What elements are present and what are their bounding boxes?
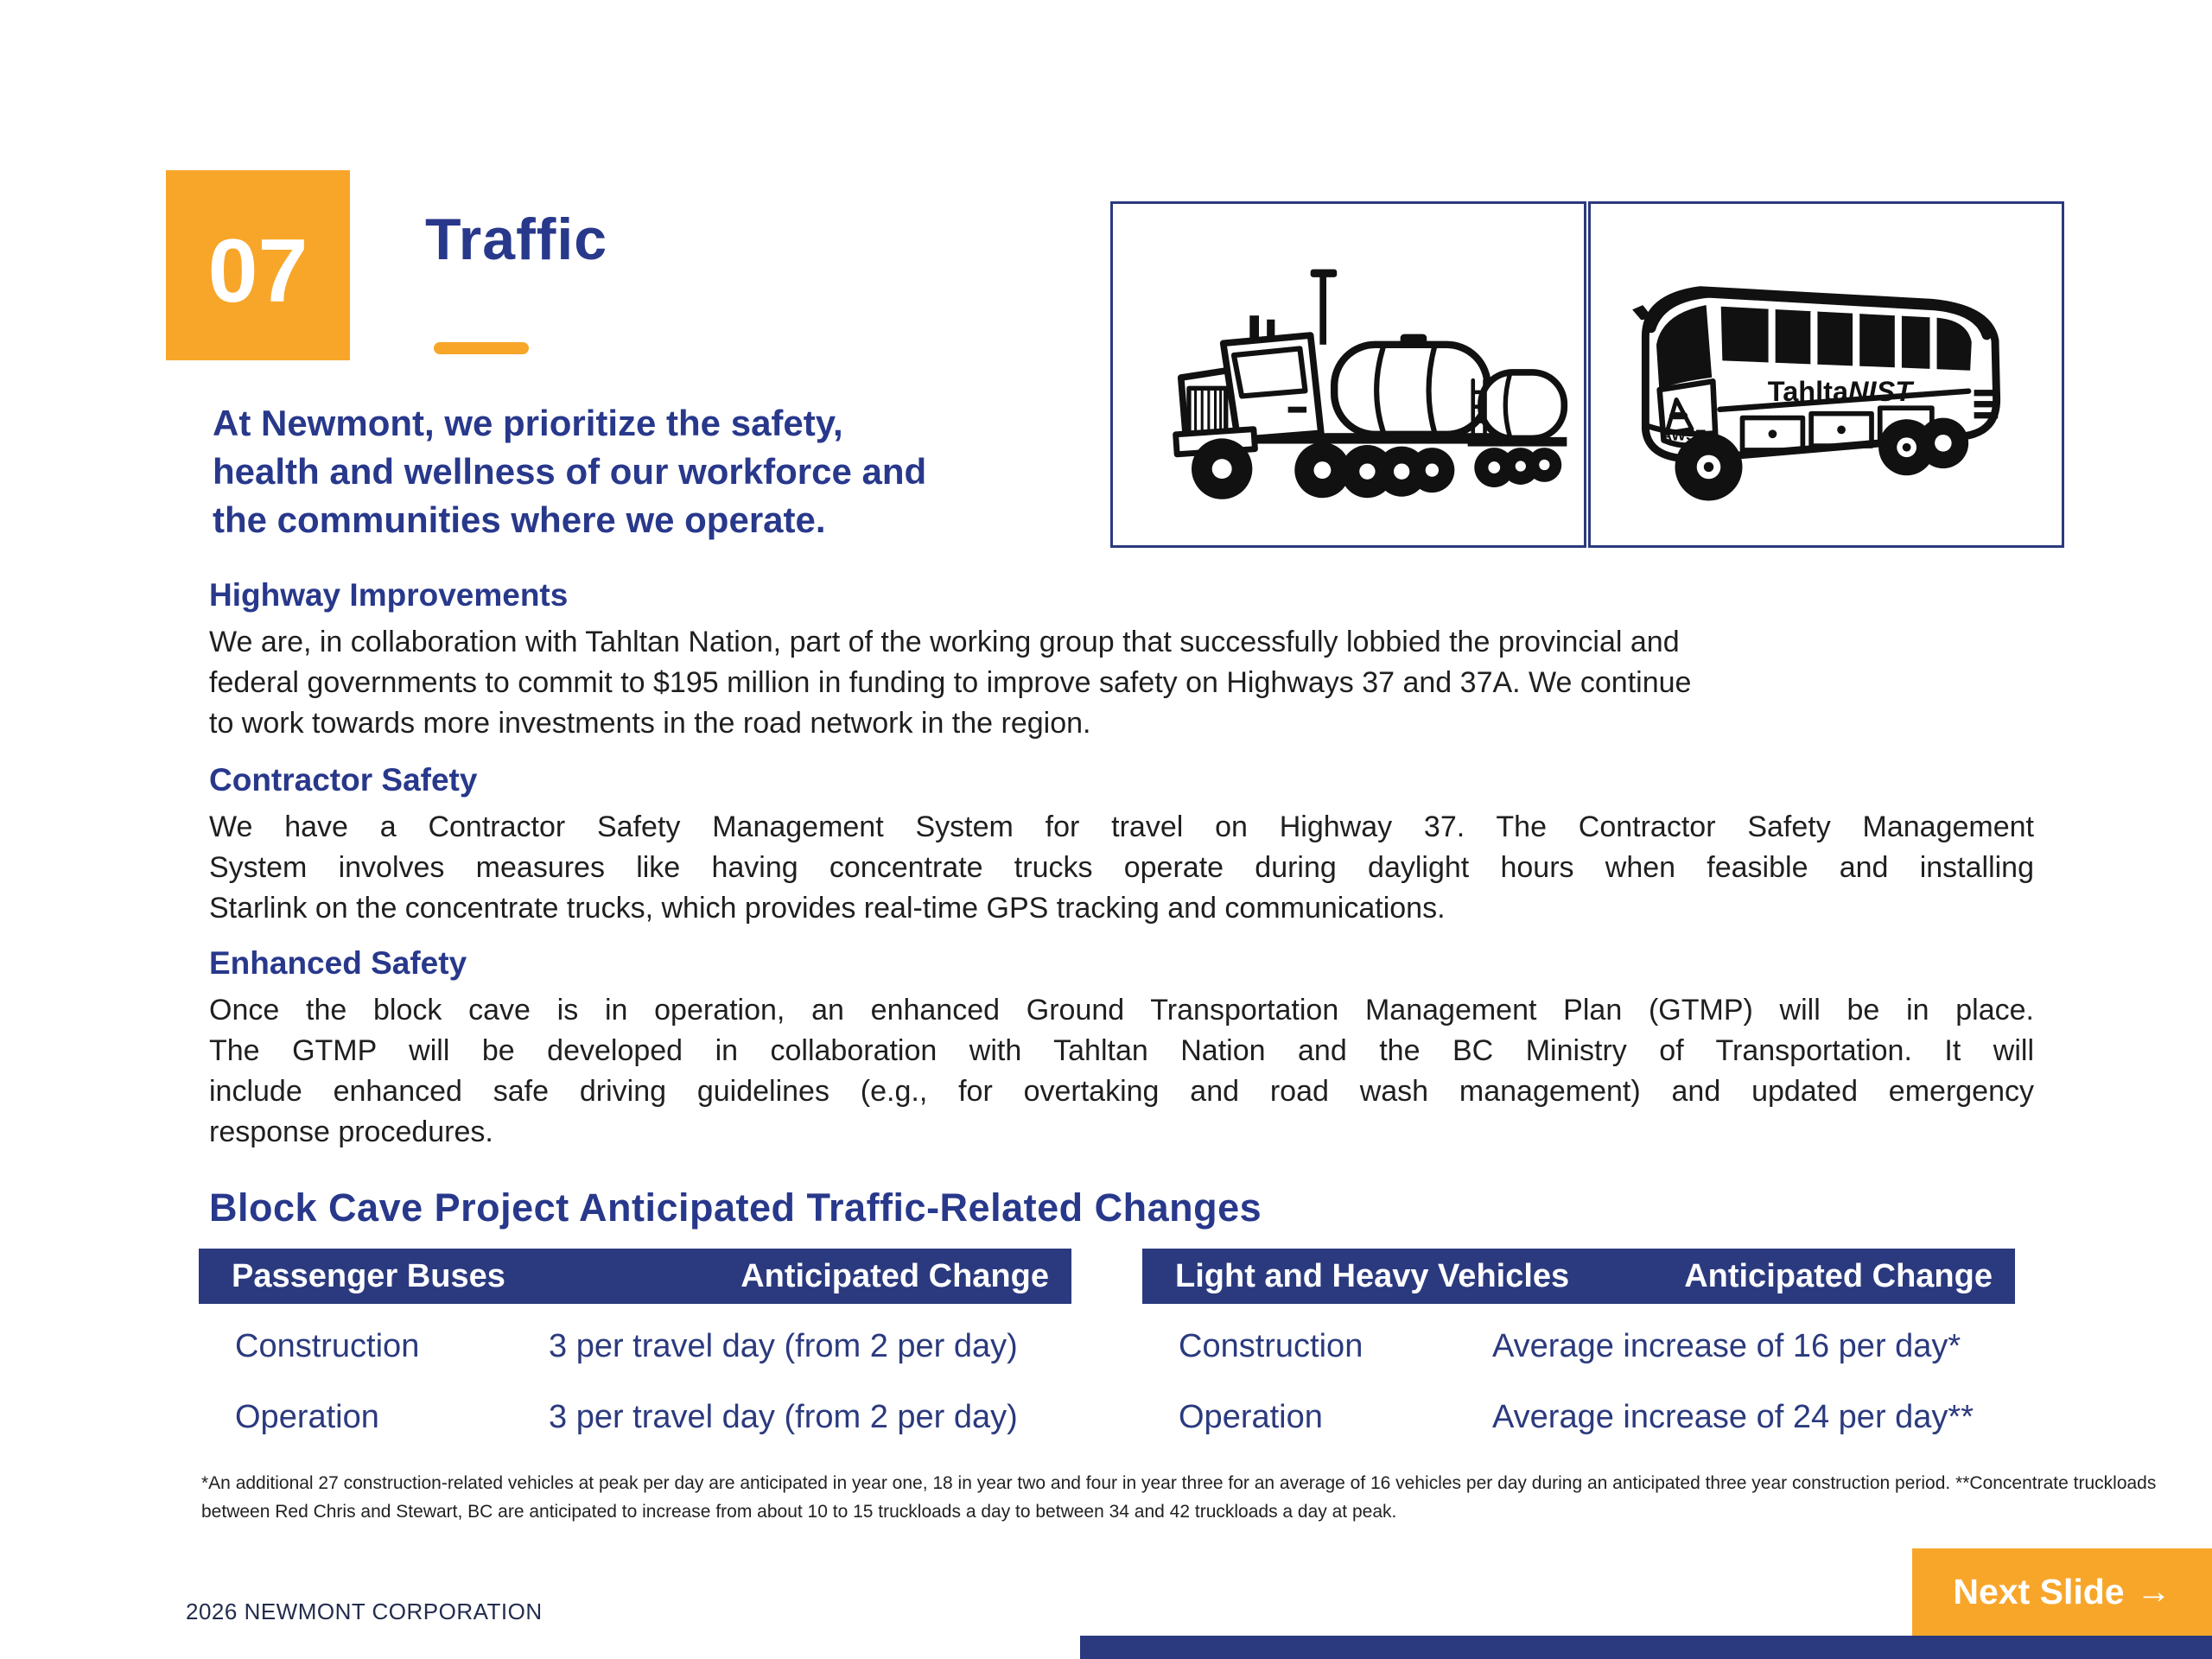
page-title: Traffic xyxy=(425,207,608,272)
tanker-truck-icon xyxy=(1124,228,1573,522)
table-header-col2: Anticipated Change xyxy=(1684,1257,1993,1294)
table-cell-change: 3 per travel day (from 2 per day) xyxy=(549,1327,1018,1364)
intro-line: the communities where we operate. xyxy=(213,499,826,540)
table-header xyxy=(199,1249,1071,1304)
section-body-line: Once the block cave is in operation, an enhanced Ground Transportation Management Plan (GTMP) will be in place. xyxy=(209,994,2034,1027)
section-heading: Highway Improvements xyxy=(209,577,569,613)
section-highway-improvements xyxy=(209,577,2034,744)
next-slide-button[interactable] xyxy=(1912,1548,2212,1636)
table-cell-change: 3 per travel day (from 2 per day) xyxy=(549,1398,1018,1435)
bus-side-label-italic: NIST xyxy=(1847,375,1912,407)
table-cell-phase: Operation xyxy=(1179,1398,1323,1435)
section-body-line: Starlink on the concentrate trucks, which provides real-time GPS tracking and communications. xyxy=(209,892,1446,925)
slide-number-badge xyxy=(166,170,350,360)
section-body-line: The GTMP will be developed in collaboration with Tahltan Nation and the BC Ministry of Transportation. It will xyxy=(209,1034,2034,1067)
table-cell-phase: Construction xyxy=(235,1327,420,1364)
table-header-col1: Passenger Buses xyxy=(232,1257,505,1294)
svg-text:TahltaNIST xyxy=(1767,376,1914,407)
copyright-text: 2026 NEWMONT CORPORATION xyxy=(186,1599,543,1624)
next-slide-label: Next Slide xyxy=(1953,1572,2125,1611)
table-cell-change: Average increase of 16 per day* xyxy=(1492,1327,1961,1364)
section-body-line: We are, in collaboration with Tahltan Nation, part of the working group that successfully lobbied the provincial and xyxy=(209,626,1680,658)
intro-statement xyxy=(213,399,926,544)
section-heading: Contractor Safety xyxy=(209,762,478,798)
light-heavy-vehicles-table xyxy=(1142,1249,2015,1446)
table-row xyxy=(1142,1318,2015,1375)
table-header xyxy=(1142,1249,2015,1304)
table-header-col2: Anticipated Change xyxy=(741,1257,1049,1294)
truck-image-frame xyxy=(1110,201,1586,548)
section-body-line: response procedures. xyxy=(209,1116,493,1148)
table-cell-phase: Construction xyxy=(1179,1327,1363,1364)
section-body-line: to work towards more investments in the road network in the region. xyxy=(209,707,1091,740)
right-arrow-icon: → xyxy=(2136,1573,2171,1611)
bus-front-label: AWST xyxy=(1660,426,1706,444)
tables-title: Block Cave Project Anticipated Traffic-Related Changes xyxy=(209,1185,1262,1230)
intro-line: health and wellness of our workforce and xyxy=(213,451,927,492)
slide-number: 07 xyxy=(207,220,308,321)
table-row xyxy=(199,1389,1071,1446)
table-row xyxy=(1142,1389,2015,1446)
intro-line: At Newmont, we prioritize the safety, xyxy=(213,403,843,443)
section-contractor-safety xyxy=(209,762,2034,929)
section-body-line: We have a Contractor Safety Management System for travel on Highway 37. The Contractor Safety Management xyxy=(209,810,2034,843)
bottom-accent-bar xyxy=(1080,1636,2212,1659)
section-body-line: System involves measures like having concentrate trucks operate during daylight hours when feasible and installing xyxy=(209,851,2034,884)
passenger-bus-icon xyxy=(1602,221,2051,529)
table-cell-phase: Operation xyxy=(235,1398,379,1435)
title-underline xyxy=(434,342,529,354)
passenger-buses-table xyxy=(199,1249,1071,1446)
bus-side-label: Tahlta xyxy=(1767,375,1848,407)
footnote-line: between Red Chris and Stewart, BC are anticipated to increase from about 10 to 15 truckloads a day to between 34 and 42 truckloads a day at peak. xyxy=(201,1502,1397,1522)
section-heading: Enhanced Safety xyxy=(209,945,467,981)
footnote-line: *An additional 27 construction-related vehicles at peak per day are anticipated in year one, 18 in year two and four in year three for an average of 16 vehicles per day during an anticipated three year construction period. **Concentrate truckloads xyxy=(201,1473,2157,1493)
section-body-line: include enhanced safe driving guidelines (e.g., for overtaking and road wash management) and updated emergency xyxy=(209,1075,2034,1108)
bus-image-frame xyxy=(1588,201,2064,548)
section-body-line: federal governments to commit to $195 million in funding to improve safety on Highways 37 and 37A. We continue xyxy=(209,666,1692,699)
section-enhanced-safety xyxy=(209,945,2034,1153)
table-row xyxy=(199,1318,1071,1375)
table-cell-change: Average increase of 24 per day** xyxy=(1492,1398,1974,1435)
table-header-col1: Light and Heavy Vehicles xyxy=(1175,1257,1570,1294)
footnote xyxy=(201,1469,2156,1526)
